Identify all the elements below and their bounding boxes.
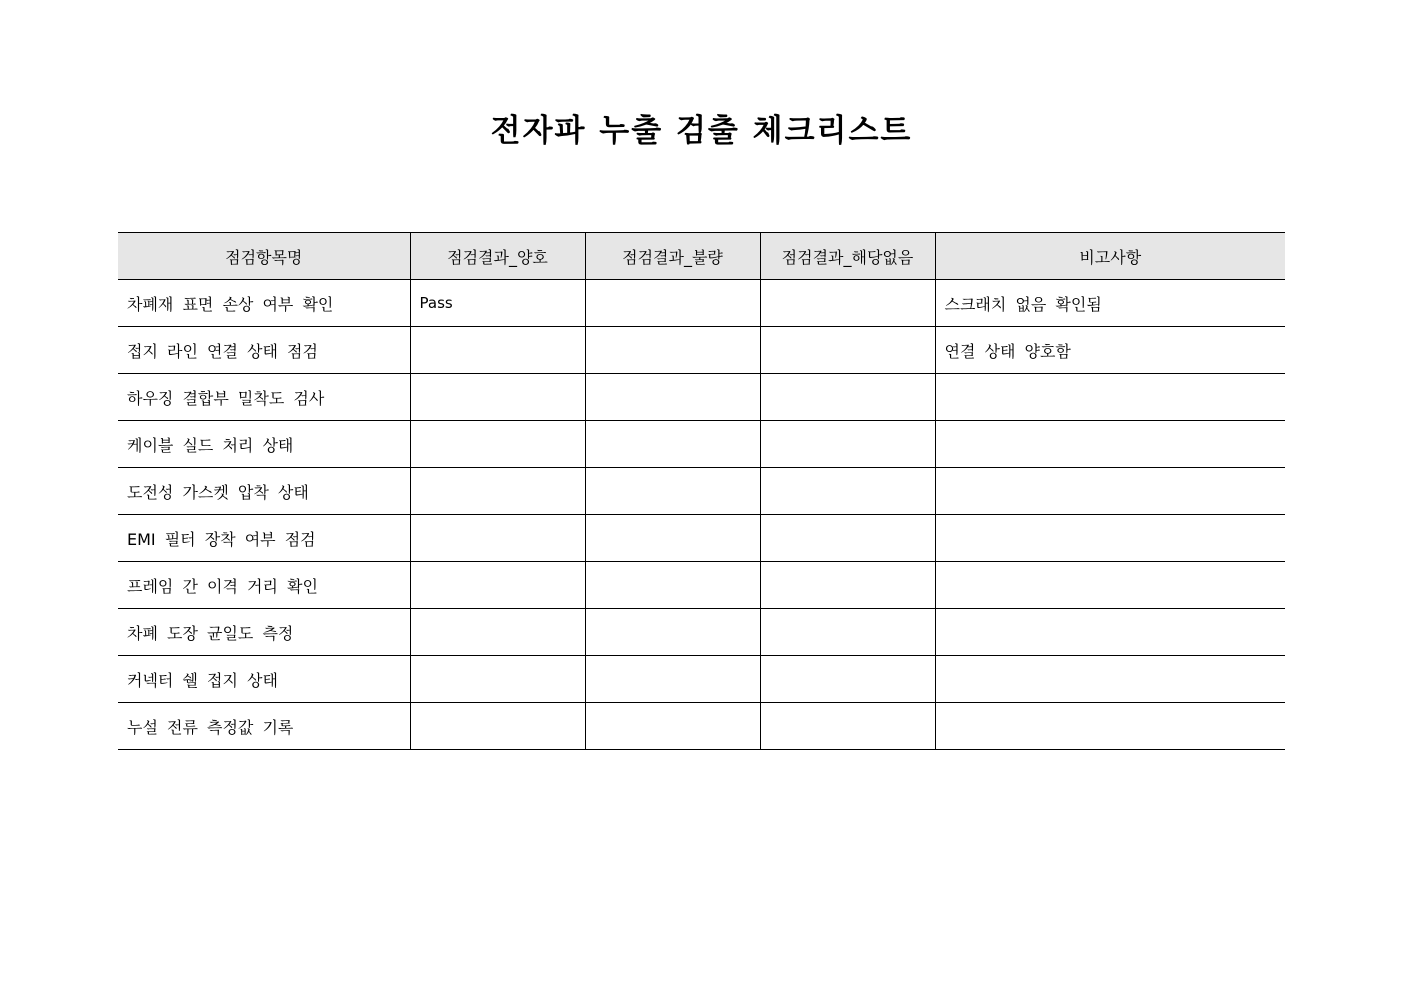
result-bad-cell[interactable] — [585, 515, 760, 562]
result-na-cell[interactable] — [760, 327, 935, 374]
note-cell[interactable] — [935, 515, 1285, 562]
note-cell[interactable] — [935, 609, 1285, 656]
header-result-bad: 점검결과_불량 — [585, 233, 760, 280]
result-good-cell[interactable] — [410, 609, 585, 656]
table-row — [118, 327, 1285, 374]
note-cell[interactable] — [935, 468, 1285, 515]
result-good-cell[interactable] — [410, 421, 585, 468]
table-row — [118, 421, 1285, 468]
result-bad-cell[interactable] — [585, 280, 760, 327]
result-good-cell[interactable] — [410, 327, 585, 374]
result-bad-cell[interactable] — [585, 656, 760, 703]
item-cell: 하우징 결합부 밀착도 검사 — [118, 374, 410, 421]
table-row — [118, 468, 1285, 515]
result-bad-cell[interactable] — [585, 703, 760, 750]
table-row — [118, 703, 1285, 750]
result-bad-cell[interactable] — [585, 421, 760, 468]
result-na-cell[interactable] — [760, 468, 935, 515]
note-cell[interactable] — [935, 374, 1285, 421]
checklist-table — [118, 232, 1285, 750]
note-cell[interactable]: 연결 상태 양호함 — [935, 327, 1285, 374]
result-na-cell[interactable] — [760, 656, 935, 703]
result-good-cell[interactable] — [410, 468, 585, 515]
header-result-na: 점검결과_해당없음 — [760, 233, 935, 280]
item-cell: 차폐재 표면 손상 여부 확인 — [118, 280, 410, 327]
result-good-cell[interactable] — [410, 656, 585, 703]
result-na-cell[interactable] — [760, 374, 935, 421]
result-na-cell[interactable] — [760, 703, 935, 750]
result-na-cell[interactable] — [760, 609, 935, 656]
table-row — [118, 374, 1285, 421]
item-cell: EMI 필터 장착 여부 점검 — [118, 515, 410, 562]
result-good-cell[interactable] — [410, 374, 585, 421]
note-cell[interactable] — [935, 703, 1285, 750]
result-good-cell[interactable] — [410, 515, 585, 562]
result-bad-cell[interactable] — [585, 468, 760, 515]
item-cell: 커넥터 쉘 접지 상태 — [118, 656, 410, 703]
item-cell: 차폐 도장 균일도 측정 — [118, 609, 410, 656]
note-cell[interactable] — [935, 656, 1285, 703]
result-bad-cell[interactable] — [585, 609, 760, 656]
header-result-good: 점검결과_양호 — [410, 233, 585, 280]
note-cell[interactable] — [935, 562, 1285, 609]
note-cell[interactable] — [935, 421, 1285, 468]
header-item: 점검항목명 — [118, 233, 410, 280]
header-note: 비고사항 — [935, 233, 1285, 280]
result-bad-cell[interactable] — [585, 327, 760, 374]
table-row — [118, 609, 1285, 656]
result-bad-cell[interactable] — [585, 562, 760, 609]
item-cell: 프레임 간 이격 거리 확인 — [118, 562, 410, 609]
result-na-cell[interactable] — [760, 515, 935, 562]
result-na-cell[interactable] — [760, 280, 935, 327]
result-na-cell[interactable] — [760, 421, 935, 468]
result-na-cell[interactable] — [760, 562, 935, 609]
result-bad-cell[interactable] — [585, 374, 760, 421]
table-row — [118, 280, 1285, 327]
item-cell: 케이블 실드 처리 상태 — [118, 421, 410, 468]
note-cell[interactable]: 스크래치 없음 확인됨 — [935, 280, 1285, 327]
item-cell: 누설 전류 측정값 기록 — [118, 703, 410, 750]
header-row — [118, 233, 1285, 280]
table-row — [118, 562, 1285, 609]
result-good-cell[interactable] — [410, 703, 585, 750]
table-row — [118, 656, 1285, 703]
table-row — [118, 515, 1285, 562]
item-cell: 접지 라인 연결 상태 점검 — [118, 327, 410, 374]
document-title: 전자파 누출 검출 체크리스트 — [490, 113, 913, 149]
result-good-cell[interactable] — [410, 562, 585, 609]
item-cell: 도전성 가스켓 압착 상태 — [118, 468, 410, 515]
result-good-cell[interactable]: Pass — [410, 280, 585, 327]
